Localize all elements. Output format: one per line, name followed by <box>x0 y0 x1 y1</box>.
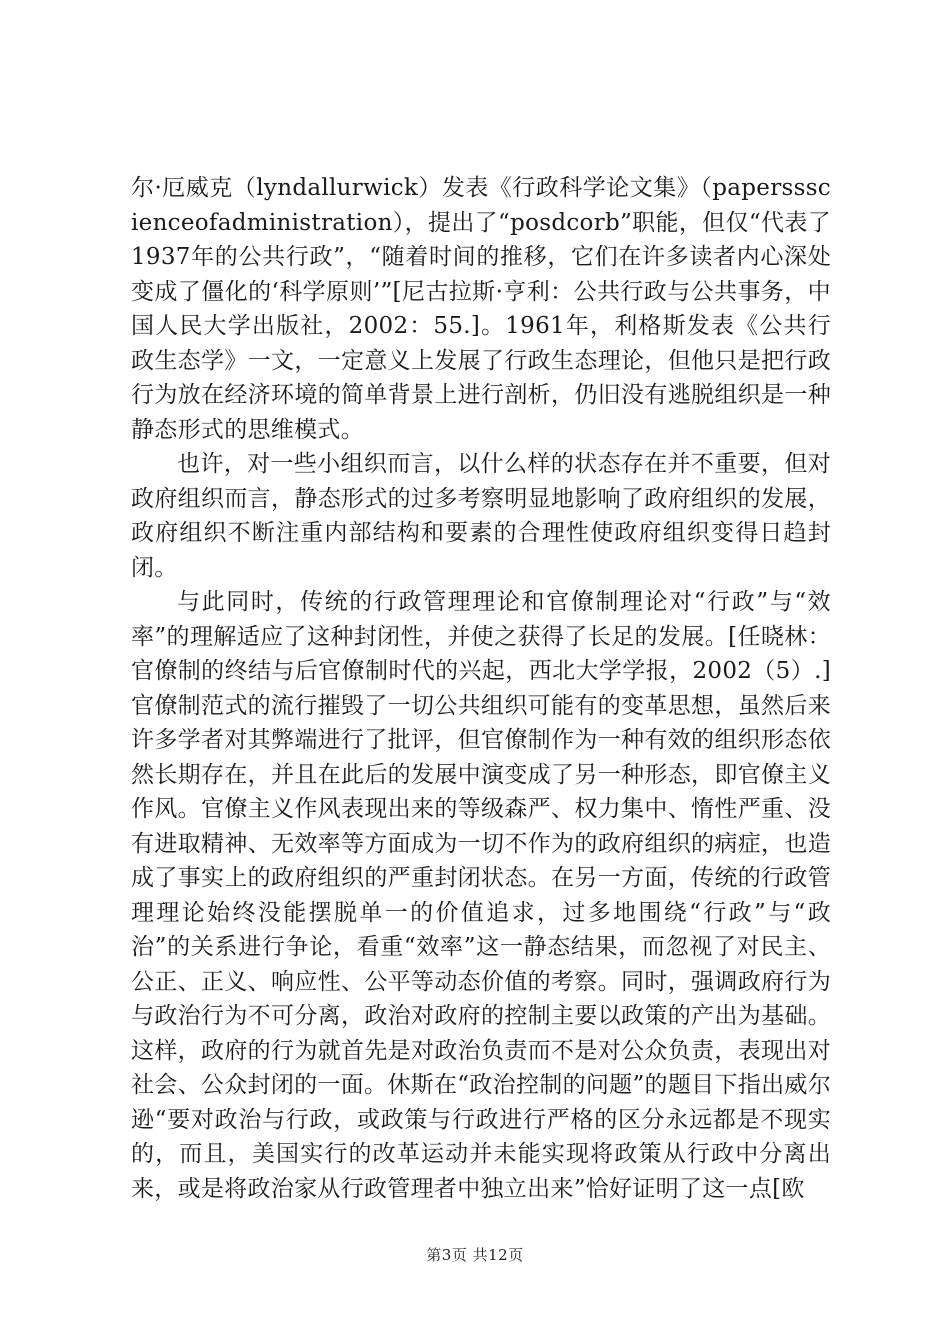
paragraph-1: 尔·厄威克（lyndallurwick）发表《行政科学论文集》（paperssscienceofadministration），提出了“posdcorb”职能，但仅“代表了1937年的公共行政”，“随着时间的推移，它们在许多读者内心深处变成了僵化的‘科学原则’”[尼古拉斯·亨利：公共行政与公共事务，中国人民大学出版社，2002：55.]。1961年，利格斯发表《公共行政生态学》一文，一定意义上发展了行政生态理论，但他只是把行政行为放在经济环境的简单背景上进行剖析，仍旧没有逃脱组织是一种静态形式的思维模式。 <box>131 175 831 443</box>
page-number-footer: 第3页 共12页 <box>426 1246 524 1264</box>
paragraph-2: 也许，对一些小组织而言，以什么样的状态存在并不重要，但对政府组织而言，静态形式的过多考察明显地影响了政府组织的发展，政府组织不断注重内部结构和要素的合理性使政府组织变得日趋封闭。 <box>131 451 831 581</box>
paragraph-3: 与此同时，传统的行政管理理论和官僚制理论对“行政”与“效率”的理解适应了这种封闭性，并使之获得了长足的发展。[任晓林：官僚制的终结与后官僚制时代的兴起，西北大学学报，2002（5）.]官僚制范式的流行摧毁了一切公共组织可能有的变革思想，虽然后来许多学者对其弊端进行了批评，但官僚制作为一种有效的组织形态依然长期存在，并且在此后的发展中演变成了另一种形态，即官僚主义作风。官僚主义作风表现出来的等级森严、权力集中、惰性严重、没有进取精神、无效率等方面成为一切不作为的政府组织的病症，也造成了事实上的政府组织的严重封闭状态。在另一方面，传统的行政管理理论始终没能摆脱单一的价值追求，过多地围绕“行政”与“政治”的关系进行争论，看重“效率”这一静态结果，而忽视了对民主、公正、正义、响应性、公平等动态价值的考察。同时，强调政府行为与政治行为不可分离，政治对政府的控制主要以政策的产出为基础。这样，政府的行为就首先是对政治负责而不是对公众负责，表现出对社会、公众封闭的一面。休斯在“政治控制的问题”的题目下指出威尔逊“要对政治与行政，或政策与行政进行严格的区分永远都是不现实的，而且，美国实行的改革运动并未能实现将政策从行政中分离出来，或是将政治家从行政管理者中独立出来”恰好证明了这一点[欧 <box>131 589 831 1202</box>
document-body <box>131 171 831 1206</box>
